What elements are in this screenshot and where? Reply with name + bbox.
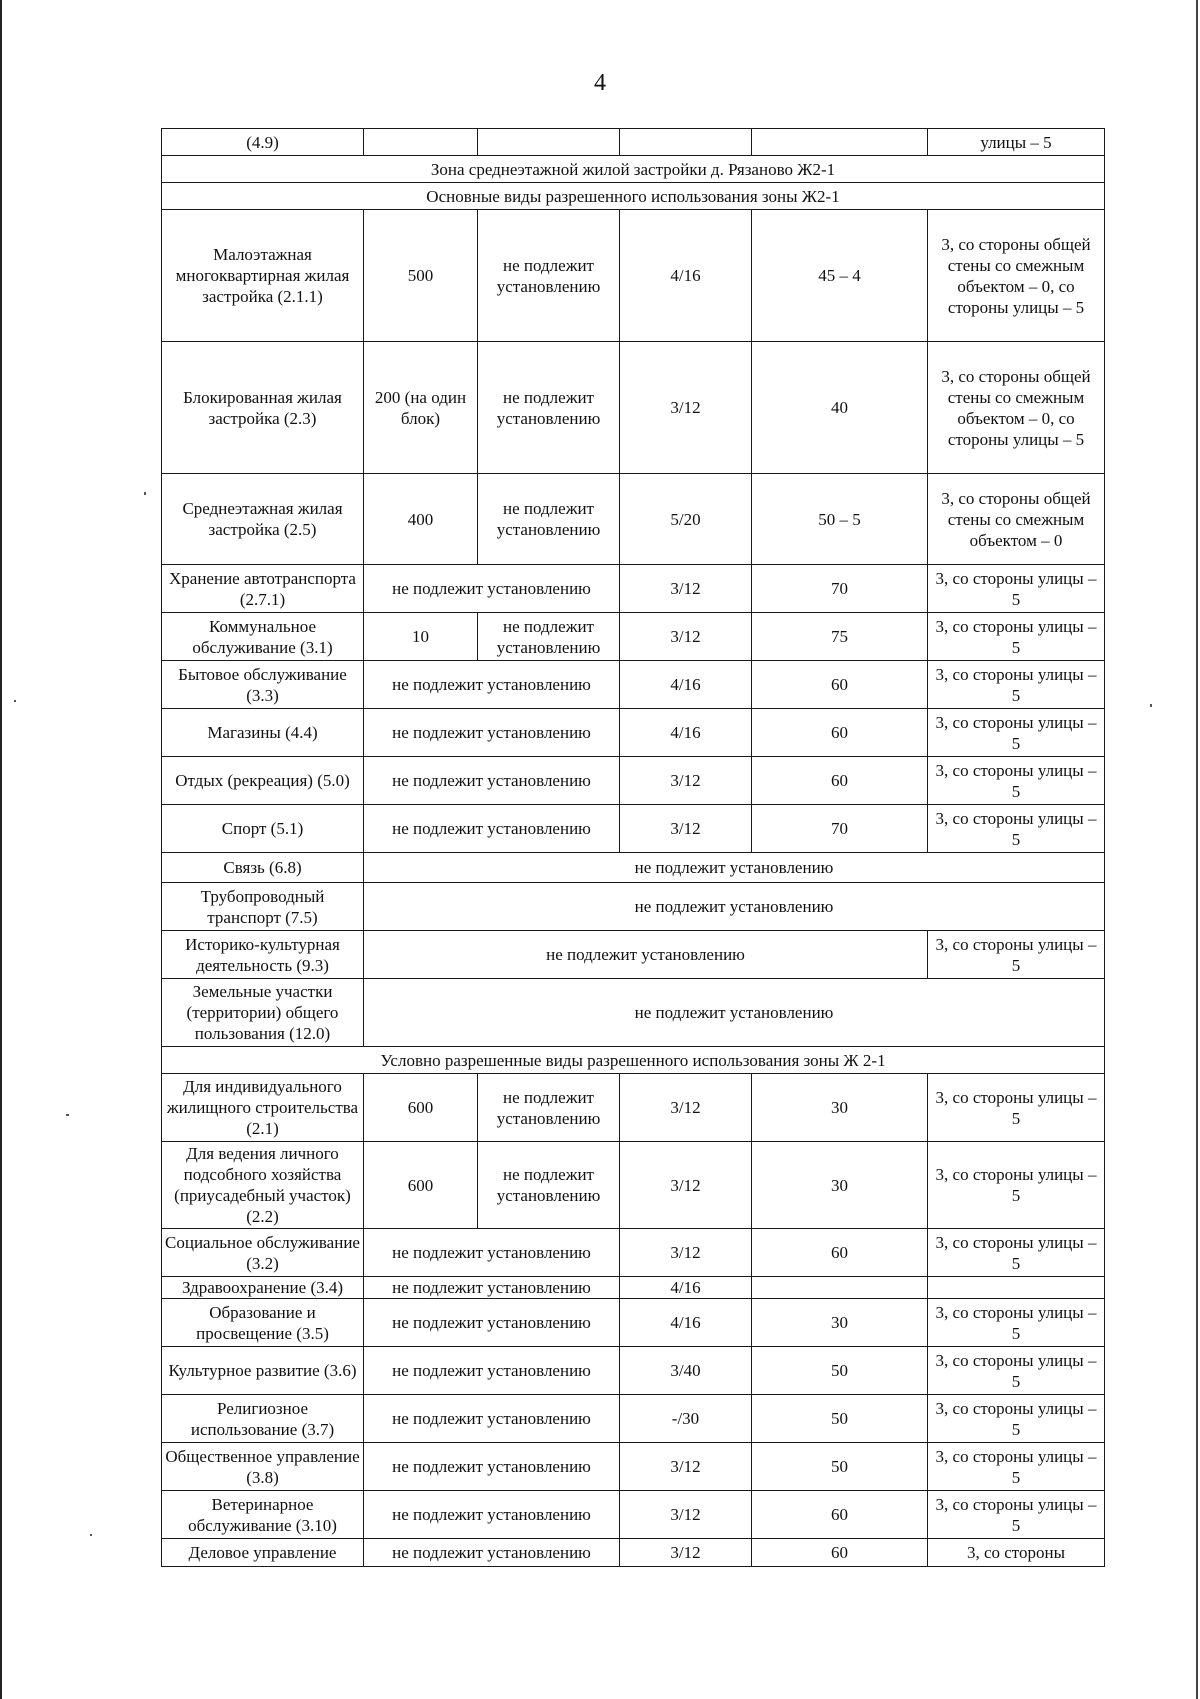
- table-row: [162, 709, 1105, 757]
- cell-setback: 3, со стороны улицы – 5: [928, 1142, 1105, 1229]
- cell-setback: 3, со стороны улицы – 5: [928, 661, 1105, 709]
- cell-floors: 3/12: [620, 1539, 752, 1567]
- cell-setback: 3, со стороны улицы – 5: [928, 805, 1105, 853]
- cell-max-area: не подлежит установлению: [478, 210, 620, 342]
- cell-coverage: 60: [752, 757, 928, 805]
- page-number: 4: [594, 70, 606, 96]
- table-row: [162, 853, 1105, 883]
- cell-area-not-established: не подлежит установлению: [364, 661, 620, 709]
- cell-max-area: не подлежит установлению: [478, 613, 620, 661]
- table-row: [162, 474, 1105, 565]
- cell-area-not-established: не подлежит установлению: [364, 1229, 620, 1277]
- cell-use-type: Малоэтажная многоквартирная жилая застройка (2.1.1): [162, 210, 364, 342]
- cell-coverage: 50: [752, 1395, 928, 1443]
- cell-setback: улицы – 5: [928, 129, 1105, 156]
- cell-floors: 3/12: [620, 565, 752, 613]
- cell-setback: 3, со стороны улицы – 5: [928, 931, 1105, 979]
- scan-speck: [66, 1114, 69, 1116]
- table-row: [162, 757, 1105, 805]
- cell-use-type: Магазины (4.4): [162, 709, 364, 757]
- cell-max-area: не подлежит установлению: [478, 342, 620, 474]
- cell-coverage: 50: [752, 1347, 928, 1395]
- cell-floors: 3/12: [620, 1074, 752, 1142]
- cell-coverage: 50: [752, 1443, 928, 1491]
- cell-use-type: Хранение автотранспорта (2.7.1): [162, 565, 364, 613]
- cell-coverage: 45 – 4: [752, 210, 928, 342]
- cell-floors: 3/12: [620, 613, 752, 661]
- cell-coverage: [752, 1277, 928, 1299]
- cell-setback: 3, со стороны улицы – 5: [928, 1074, 1105, 1142]
- cell-area-not-established: не подлежит установлению: [364, 1491, 620, 1539]
- cell-coverage: 30: [752, 1142, 928, 1229]
- cell-setback: 3, со стороны улицы – 5: [928, 565, 1105, 613]
- cell-use-type: Историко-культурная деятельность (9.3): [162, 931, 364, 979]
- cell-use-type: Бытовое обслуживание (3.3): [162, 661, 364, 709]
- cell-coverage: 30: [752, 1299, 928, 1347]
- cell-floors: 3/12: [620, 805, 752, 853]
- cell-floors: 3/40: [620, 1347, 752, 1395]
- cell-not-established: не подлежит установлению: [364, 853, 1105, 883]
- cell-area-not-established: не подлежит установлению: [364, 1299, 620, 1347]
- cell-floors: 4/16: [620, 661, 752, 709]
- zone-title-row: [162, 156, 1105, 183]
- table-row: [162, 1347, 1105, 1395]
- scan-speck: [1150, 704, 1152, 707]
- cell-use-type: Отдых (рекреация) (5.0): [162, 757, 364, 805]
- cell-coverage: 60: [752, 1229, 928, 1277]
- table-row: [162, 883, 1105, 931]
- scan-speck: [144, 492, 146, 495]
- cell-coverage: 70: [752, 565, 928, 613]
- cell-setback: 3, со стороны: [928, 1539, 1105, 1567]
- table-row: [162, 1074, 1105, 1142]
- table-row: [162, 129, 1105, 156]
- table-row: [162, 210, 1105, 342]
- table-row: [162, 565, 1105, 613]
- cell-coverage: 60: [752, 1491, 928, 1539]
- cell-coverage: 60: [752, 1539, 928, 1567]
- cell-floors: 4/16: [620, 709, 752, 757]
- cell-area-not-established: не подлежит установлению: [364, 757, 620, 805]
- table-row: [162, 931, 1105, 979]
- cell-use-type: Для индивидуального жилищного строительства (2.1): [162, 1074, 364, 1142]
- cell-floors: 3/12: [620, 342, 752, 474]
- zone-title: Зона среднеэтажной жилой застройки д. Рязаново Ж2-1: [162, 156, 1105, 183]
- scan-edge-right: [1196, 0, 1198, 1699]
- cell-setback: 3, со стороны улицы – 5: [928, 1229, 1105, 1277]
- cell-floors: 3/12: [620, 1229, 752, 1277]
- cell-area-not-established: не подлежит установлению: [364, 1443, 620, 1491]
- cell-use-type: Ветеринарное обслуживание (3.10): [162, 1491, 364, 1539]
- cell-setback: 3, со стороны улицы – 5: [928, 1491, 1105, 1539]
- cell-min-area: 400: [364, 474, 478, 565]
- cell-area-not-established: не подлежит установлению: [364, 1347, 620, 1395]
- cell-max-area: не подлежит установлению: [478, 1074, 620, 1142]
- table-row: [162, 1539, 1105, 1567]
- cell-use-type: Трубопроводный транспорт (7.5): [162, 883, 364, 931]
- cell-setback: 3, со стороны улицы – 5: [928, 613, 1105, 661]
- cell-not-established: не подлежит установлению: [364, 883, 1105, 931]
- table-row: [162, 661, 1105, 709]
- cell-setback: 3, со стороны улицы – 5: [928, 1395, 1105, 1443]
- cell-use-type: Связь (6.8): [162, 853, 364, 883]
- cell-area-not-established: не подлежит установлению: [364, 565, 620, 613]
- cell-min-area: 500: [364, 210, 478, 342]
- cell-coverage: 75: [752, 613, 928, 661]
- cell-use-type: Коммунальное обслуживание (3.1): [162, 613, 364, 661]
- cell-empty: [364, 129, 478, 156]
- cell-use-type: Социальное обслуживание (3.2): [162, 1229, 364, 1277]
- cell-use-type: Религиозное использование (3.7): [162, 1395, 364, 1443]
- cell-coverage: 50 – 5: [752, 474, 928, 565]
- table-row: [162, 1395, 1105, 1443]
- cell-setback: 3, со стороны улицы – 5: [928, 1347, 1105, 1395]
- cell-setback: 3, со стороны общей стены со смежным объектом – 0: [928, 474, 1105, 565]
- table-row: [162, 342, 1105, 474]
- cell-not-established: не подлежит установлению: [364, 979, 1105, 1047]
- scan-edge-left: [0, 0, 2, 1699]
- cell-setback: 3, со стороны улицы – 5: [928, 709, 1105, 757]
- cell-empty: [752, 129, 928, 156]
- cell-min-area: 200 (на один блок): [364, 342, 478, 474]
- cell-empty: [478, 129, 620, 156]
- cell-coverage: 60: [752, 661, 928, 709]
- cell-coverage: 30: [752, 1074, 928, 1142]
- cell-area-not-established: не подлежит установлению: [364, 805, 620, 853]
- cell-use-type: Земельные участки (территории) общего пользования (12.0): [162, 979, 364, 1047]
- cell-use-type: Спорт (5.1): [162, 805, 364, 853]
- cell-use-type: Образование и просвещение (3.5): [162, 1299, 364, 1347]
- cell-coverage: 70: [752, 805, 928, 853]
- cell-min-area: 600: [364, 1142, 478, 1229]
- cell-min-area: 10: [364, 613, 478, 661]
- section-header-row: [162, 1047, 1105, 1074]
- cell-setback: 3, со стороны общей стены со смежным объектом – 0, со стороны улицы – 5: [928, 342, 1105, 474]
- cell-floors: 3/12: [620, 1491, 752, 1539]
- table-body: [162, 129, 1105, 1567]
- cell-max-area: не подлежит установлению: [478, 474, 620, 565]
- cell-area-not-established: не подлежит установлению: [364, 1395, 620, 1443]
- cell-use-type: Для ведения личного подсобного хозяйства (приусадебный участок) (2.2): [162, 1142, 364, 1229]
- cell-setback: 3, со стороны улицы – 5: [928, 757, 1105, 805]
- cell-floors: 5/20: [620, 474, 752, 565]
- cell-floors: 3/12: [620, 1142, 752, 1229]
- regulations-table: [161, 128, 1105, 1567]
- section-conditional-title: Условно разрешенные виды разрешенного использования зоны Ж 2-1: [162, 1047, 1105, 1074]
- cell-floors: 3/12: [620, 1443, 752, 1491]
- cell-use-code: (4.9): [162, 129, 364, 156]
- cell-not-established: не подлежит установлению: [364, 931, 928, 979]
- cell-setback: 3, со стороны общей стены со смежным объектом – 0, со стороны улицы – 5: [928, 210, 1105, 342]
- cell-coverage: 60: [752, 709, 928, 757]
- cell-floors: -/30: [620, 1395, 752, 1443]
- cell-empty: [620, 129, 752, 156]
- section-main-title: Основные виды разрешенного использования зоны Ж2-1: [162, 183, 1105, 210]
- table-row: [162, 613, 1105, 661]
- scan-speck: [14, 700, 16, 702]
- cell-floors: 4/16: [620, 210, 752, 342]
- table-row: [162, 1142, 1105, 1229]
- table-row: [162, 805, 1105, 853]
- cell-coverage: 40: [752, 342, 928, 474]
- table-row: [162, 1443, 1105, 1491]
- cell-floors: 4/16: [620, 1299, 752, 1347]
- section-header-row: [162, 183, 1105, 210]
- cell-use-type: Среднеэтажная жилая застройка (2.5): [162, 474, 364, 565]
- cell-floors: 4/16: [620, 1277, 752, 1299]
- cell-area-not-established: не подлежит установлению: [364, 1539, 620, 1567]
- cell-setback: 3, со стороны улицы – 5: [928, 1299, 1105, 1347]
- cell-max-area: не подлежит установлению: [478, 1142, 620, 1229]
- cell-setback: [928, 1277, 1105, 1299]
- cell-area-not-established: не подлежит установлению: [364, 1277, 620, 1299]
- cell-min-area: 600: [364, 1074, 478, 1142]
- cell-use-type: Культурное развитие (3.6): [162, 1347, 364, 1395]
- cell-setback: 3, со стороны улицы – 5: [928, 1443, 1105, 1491]
- scan-speck: [90, 1534, 92, 1536]
- cell-use-type: Общественное управление (3.8): [162, 1443, 364, 1491]
- table-row: [162, 979, 1105, 1047]
- cell-area-not-established: не подлежит установлению: [364, 709, 620, 757]
- table-row: [162, 1277, 1105, 1299]
- cell-use-type: Блокированная жилая застройка (2.3): [162, 342, 364, 474]
- table-row: [162, 1491, 1105, 1539]
- cell-use-type: Здравоохранение (3.4): [162, 1277, 364, 1299]
- cell-floors: 3/12: [620, 757, 752, 805]
- cell-use-type: Деловое управление: [162, 1539, 364, 1567]
- table-row: [162, 1299, 1105, 1347]
- table-row: [162, 1229, 1105, 1277]
